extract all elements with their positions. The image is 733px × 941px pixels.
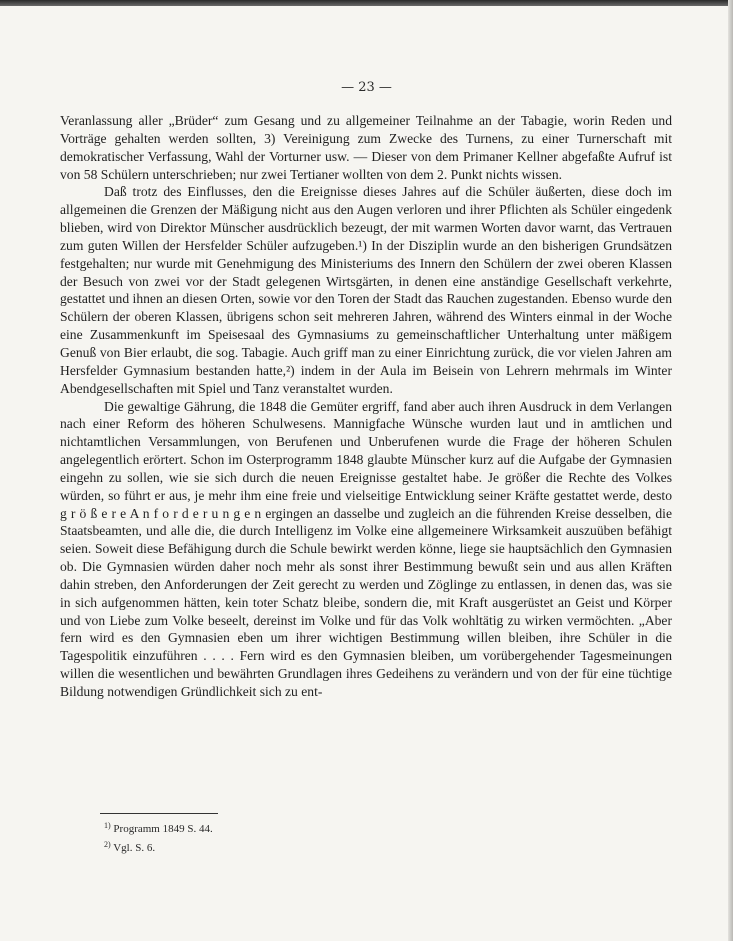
paragraph-2: Daß trotz des Einflusses, den die Ereignisse dieses Jahres auf die Schüler äußerten, diese doch im allgemeinen die Grenzen der Mäßigung nicht aus den Augen verloren und ihrer Pflichten als Schüler eingedenk blieben, wird von Direktor Münscher ausdrücklich bezeugt, der mit warmen Worten davor warnt, das Vertrauen zum guten Willen der Hersfelder Schüler aufzugeben.¹) In der Disziplin wurde an den bisherigen Grundsätzen festgehalten; nur wurde mit Genehmigung des Ministeriums des Innern den Schülern der zwei oberen Klassen der Besuch von zwei vor der Stadt gelegenen Wirtsgärten, in denen eine anständige Gesellschaft verkehrte, gestattet und ihnen an diesen Orten, sowie vor den Toren der Stadt das Rauchen zugestanden. Ebenso wurde den Schülern der oberen Klassen, übrigens schon seit mehreren Jahren, während des Winters einmal in der Woche eine Zusammenkunft im Speisesaal des Gymnasiums zu gemeinschaftlicher Unterhaltung unter mäßigem Genuß von Bier erlaubt, die sog. Tabagie. Auch griff man zu einer Einrichtung zurück, die vor vielen Jahren am Hersfelder Gymnasium bestanden hatte,²) indem in der Aula im Beisein von Lehrern mehrmals im Winter Abendgesellschaften mit Spiel und Tanz veranstaltet wurden. [60, 184, 672, 396]
footnotes [104, 818, 213, 856]
footnote-rule [100, 813, 218, 814]
body-text [60, 112, 672, 701]
page-number: — 23 — [341, 80, 392, 95]
scan-right-edge [728, 0, 733, 941]
footnote-text: Programm 1849 S. 44. [113, 823, 213, 835]
footnote-1 [104, 818, 213, 837]
footnote-text: Vgl. S. 6. [113, 842, 156, 854]
footnote-mark: 1) [104, 821, 111, 830]
paragraph-1: Veranlassung aller „Brüder“ zum Gesang und zu allgemeiner Teilnahme an der Tabagie, worin Reden und Vorträge gehalten werden sollten, 3) Vereinigung zum Zwecke des Turnens, zu einer Turnerschaft mit demokratischer Verfassung, Wahl der Vorturner usw. — Dieser von dem Primaner Kellner abgefaßte Aufruf ist von 58 Schülern unterschrieben; nur zwei Tertianer wollten von dem 2. Punkt nichts wissen. [60, 113, 672, 182]
footnote-2 [104, 837, 213, 856]
footnote-mark: 2) [104, 840, 111, 849]
scan-top-border [0, 0, 733, 6]
paragraph-3: Die gewaltige Gährung, die 1848 die Gemüter ergriff, fand aber auch ihren Ausdruck in dem Verlangen nach einer Reform des höheren Schulwesens. Mannigfache Wünsche wurden laut und in amtlichen und nichtamtlichen Versammlungen, von Berufenen und Unberufenen wurde die Frage der höheren Schulen angelegentlich erörtert. Schon im Osterprogramm 1848 glaubte Münscher kurz auf die Aufgabe der Gymnasien eingehn zu sollen, wie sie sich durch die neuen Ereignisse gestaltet habe. Je größer die Rechte des Volkes würden, so führt er aus, je mehr ihm eine freie und vielseitige Entwicklung seiner Kräfte gestattet werde, desto g r ö ß e r e A n f o r d e r u n g e n ergingen an dasselbe und zugleich an die führenden Kreise desselben, die Staatsbeamten, und alle die, die durch Intelligenz im Volke eine allgemeinere Wirksamkeit auszuüben befähigt seien. Soweit diese Befähigung durch die Schule bewirkt werden könne, liege sie hauptsächlich den Gymnasien ob. Die Gymnasien würden daher noch mehr als sonst ihrer Bestimmung bewußt sein und aus allen Kräften dahin streben, den Anforderungen der Zeit gerecht zu werden und Zöglinge zu entlassen, in denen das, was sie in sich aufgenommen hätten, kein toter Schatz bleibe, sondern die, mit Kraft ausgerüstet an Geist und Körper und von Liebe zum Volke beseelt, dereinst im Volke und für das Volk wohltätig zu wirken vermöchten. „Aber fern wird es den Gymnasien eben um ihrer wichtigen Bestimmung willen bleiben, ihre Schüler in die Tagespolitik einzuführen . . . . Fern wird es den Gymnasien bleiben, um vorübergehender Tagesmeinungen willen die wesentlichen und bewährten Grundlagen ihres Gedeihens zu verändern und von der für eine tüchtige Bildung notwendigen Gründlichkeit sich zu ent- [60, 398, 672, 699]
